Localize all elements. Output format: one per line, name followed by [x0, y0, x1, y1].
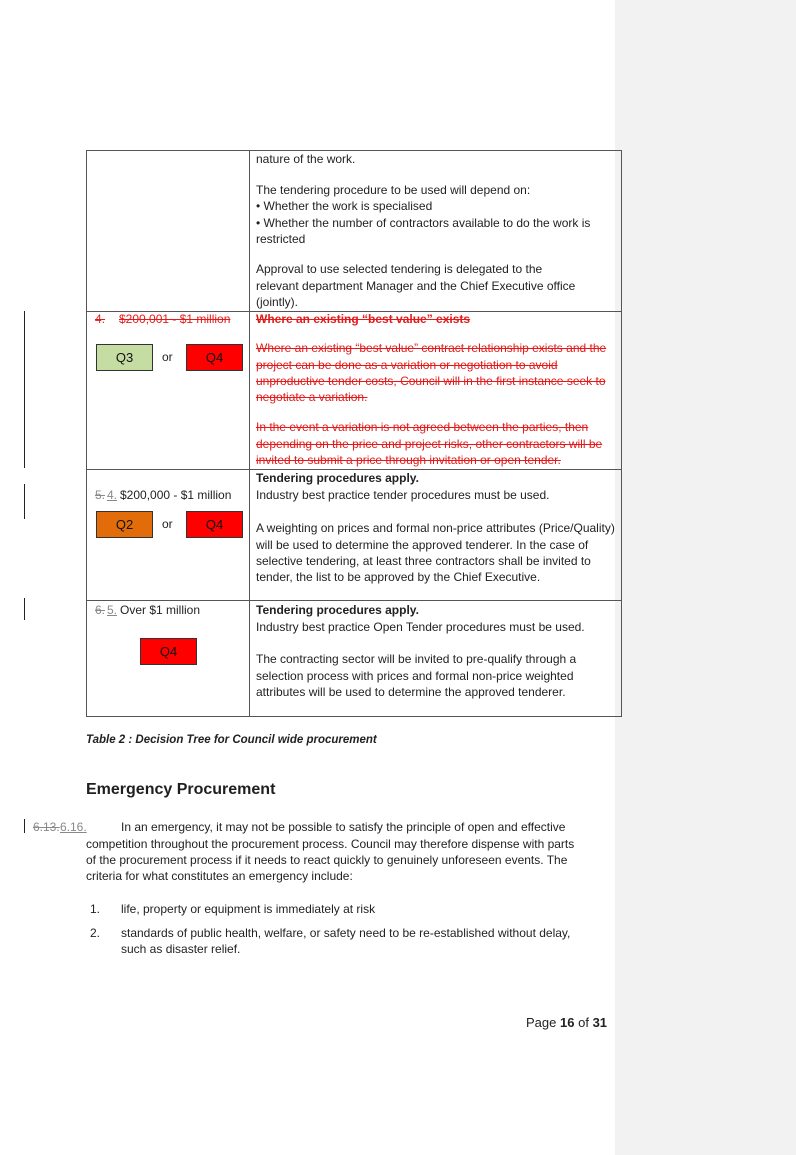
row1-line: (jointly).	[256, 295, 299, 309]
change-bar	[24, 311, 26, 468]
row-divider	[87, 600, 621, 601]
section-paragraph-line: criteria for what constitutes an emergency include:	[86, 869, 353, 883]
page-number	[526, 1015, 607, 1030]
row3-para-line: selective tendering, at least three contractors shall be invited to	[256, 554, 591, 568]
change-bar	[24, 484, 26, 519]
row3-number-new: 4.	[107, 488, 118, 502]
list-item-line: standards of public health, welfare, or safety need to be re-established without delay,	[121, 926, 571, 940]
section-paragraph-line: of the procurement process if it needs to react quickly to genuinely unforeseen events. The	[86, 853, 568, 867]
change-bar	[24, 819, 26, 833]
row4-heading: Tendering procedures apply.	[256, 603, 419, 617]
row4-number-old: 6.	[95, 603, 106, 617]
section-paragraph-line: In an emergency, it may not be possible to satisfy the principle of open and effective	[121, 820, 566, 834]
section-paragraph-line: competition throughout the procurement process. Council may therefore dispense with parts	[86, 837, 575, 851]
row2-para-line: depending on the price and project risks, other contractors will be	[256, 437, 603, 451]
row2-para-line: invited to submit a price through invitation or open tender.	[256, 453, 561, 467]
section-number-old: 6.13.	[33, 820, 60, 834]
q4-badge: Q4	[186, 344, 243, 371]
section-number-new: 6.16.	[60, 820, 87, 834]
row4-number-new: 5.	[107, 603, 118, 617]
row1-line: Approval to use selected tendering is delegated to the	[256, 262, 543, 276]
row2-para-line: In the event a variation is not agreed between the parties, then	[256, 420, 589, 434]
q2-badge: Q2	[96, 511, 153, 538]
list-item-line: life, property or equipment is immediately at risk	[121, 902, 376, 916]
row1-line: nature of the work.	[256, 152, 356, 166]
q4-badge: Q4	[140, 638, 197, 665]
row3-heading: Tendering procedures apply.	[256, 471, 419, 485]
row1-line: restricted	[256, 232, 306, 246]
row4-para-line: selection process with prices and formal non-price weighted	[256, 669, 574, 683]
row3-threshold: $200,000 - $1 million	[120, 488, 232, 502]
row2-heading: Where an existing “best value” exists	[256, 312, 471, 326]
row1-line: The tendering procedure to be used will depend on:	[256, 183, 531, 197]
row2-para-line: Where an existing “best value” contract relationship exists and the	[256, 341, 607, 355]
q4-badge: Q4	[186, 511, 243, 538]
row4-para-line: The contracting sector will be invited to pre-qualify through a	[256, 652, 577, 666]
row3-para-line: will be used to determine the approved tenderer. In the case of	[256, 538, 589, 552]
page-current: 16	[560, 1015, 575, 1030]
row3-line: Industry best practice tender procedures must be used.	[256, 488, 550, 502]
row2-para-line: unproductive tender costs, Council will in the first instance seek to	[256, 374, 606, 388]
q3-badge: Q3	[96, 344, 153, 371]
table-caption: Table 2 : Decision Tree for Council wide procurement	[86, 734, 377, 746]
section-heading: Emergency Procurement	[86, 781, 276, 798]
page-prefix: Page	[526, 1015, 557, 1030]
row4-threshold: Over $1 million	[120, 603, 201, 617]
list-item-line: such as disaster relief.	[121, 942, 241, 956]
change-bar	[24, 598, 26, 620]
row1-line: relevant department Manager and the Chief Executive office	[256, 279, 576, 293]
comment-pane	[615, 0, 796, 1155]
or-label: or	[162, 350, 173, 364]
row2-para-line: project can be done as a variation or negotiation to avoid	[256, 358, 558, 372]
decision-tree-table	[86, 150, 622, 717]
row3-para-line: A weighting on prices and formal non-price attributes (Price/Quality)	[256, 521, 615, 535]
page-total: 31	[592, 1015, 608, 1030]
list-number: 2.	[90, 926, 101, 940]
row4-para-line: attributes will be used to determine the approved tenderer.	[256, 685, 566, 699]
column-divider	[249, 151, 250, 716]
or-label: or	[162, 517, 173, 531]
row1-line: • Whether the number of contractors available to do the work is	[256, 216, 591, 230]
row2-number: 4.	[95, 312, 106, 326]
row1-line: • Whether the work is specialised	[256, 199, 433, 213]
page-of: of	[578, 1015, 589, 1030]
row3-para-line: tender, the list to be approved by the Chief Executive.	[256, 570, 541, 584]
row3-number-old: 5.	[95, 488, 106, 502]
list-number: 1.	[90, 902, 101, 916]
row2-para-line: negotiate a variation.	[256, 390, 368, 404]
row2-threshold: $200,001 - $1 million	[119, 312, 231, 326]
row4-line: Industry best practice Open Tender procedures must be used.	[256, 620, 585, 634]
